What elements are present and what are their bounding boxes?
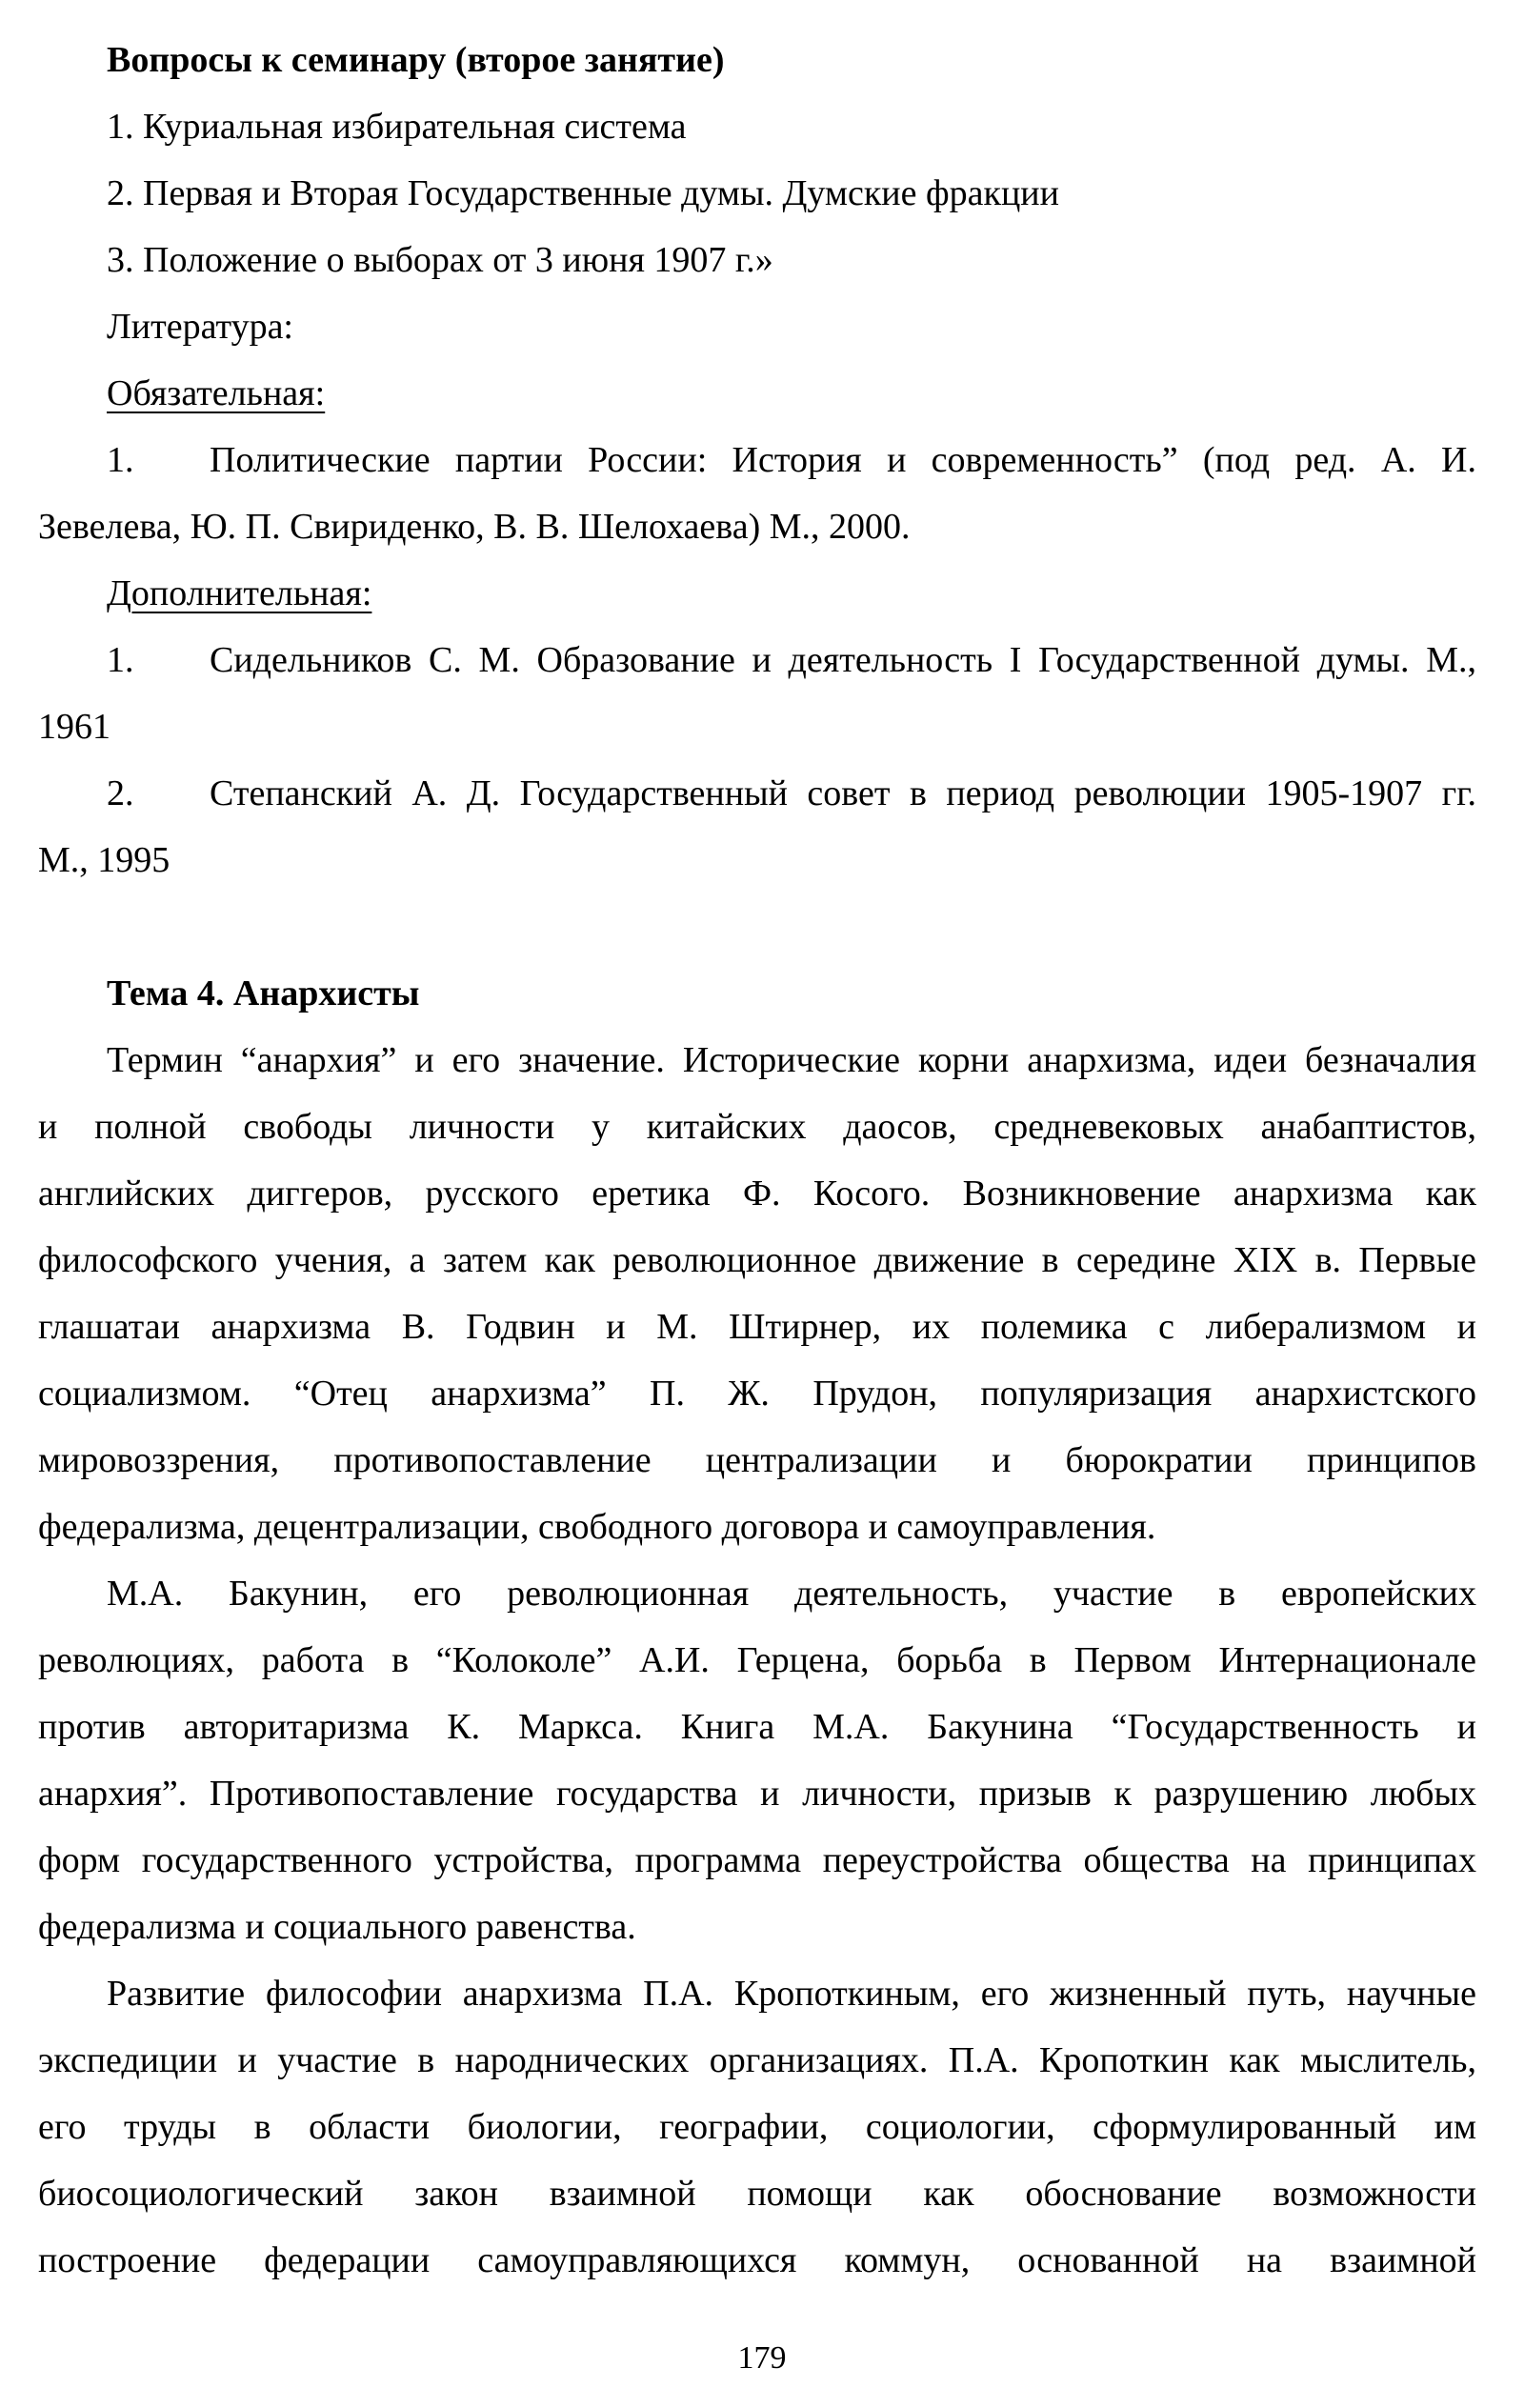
literature-label: Литература:	[107, 307, 293, 347]
section-spacer	[38, 893, 1476, 960]
seminar-question: 2. Первая и Вторая Государственные думы. Думские фракции	[107, 173, 1059, 213]
required-literature-label-text: Обязательная:	[107, 373, 326, 413]
page-content	[38, 27, 1476, 2294]
additional-literature-label-text: Дополнительная:	[107, 573, 372, 613]
reference-entry-first-line	[38, 627, 1476, 693]
reference-entry-continuation: 1961	[38, 707, 110, 747]
paragraph-line: и полной свободы личности у китайских даосов, средневековых анабаптистов,	[38, 1107, 1476, 1147]
reference-text: Политические партии России: История и современность” (под ред. А. И.	[210, 440, 1476, 480]
paragraph-line: анархия”. Противопоставление государства и личности, призыв к разрушению любых	[38, 1774, 1476, 1814]
paragraph-line: М.А. Бакунин, его революционная деятельность, участие в европейских	[107, 1574, 1476, 1614]
reference-number: 1.	[107, 640, 134, 680]
paragraph-line: Развитие философии анархизма П.А. Кропоткиным, его жизненный путь, научные	[107, 1974, 1476, 2014]
paragraph-line: английских диггеров, русского еретика Ф. Косого. Возникновение анархизма как	[38, 1174, 1476, 1214]
seminar-question: 3. Положение о выборах от 3 июня 1907 г.»	[107, 240, 773, 280]
reference-text: Сидельников С. М. Образование и деятельность I Государственной думы. М.,	[210, 640, 1476, 680]
paragraph-line: экспедиции и участие в народнических организациях. П.А. Кропоткин как мыслитель,	[38, 2040, 1476, 2080]
reference-entry-first-line	[38, 760, 1476, 827]
topic-heading: Тема 4. Анархисты	[107, 973, 420, 1013]
reference-number: 2.	[107, 773, 134, 813]
paragraph-line: построение федерации самоуправляющихся коммун, основанной на взаимной	[38, 2240, 1476, 2280]
reference-entry-continuation: Зевелева, Ю. П. Свириденко, В. В. Шелохаева) М., 2000.	[38, 507, 911, 547]
paragraph-line: его труды в области биологии, географии, социологии, сформулированный им	[38, 2107, 1476, 2147]
paragraph-line: против авторитаризма К. Маркса. Книга М.А. Бакунина “Государственность и	[38, 1707, 1476, 1747]
paragraph-line: философского учения, а затем как революционное движение в середине XIX в. Первые	[38, 1240, 1476, 1280]
page-number: 179	[737, 2340, 787, 2376]
seminar-heading: Вопросы к семинару (второе занятие)	[107, 40, 725, 80]
paragraph-line: социализмом. “Отец анархизма” П. Ж. Прудон, популяризация анархистского	[38, 1374, 1476, 1414]
reference-entry-first-line	[38, 427, 1476, 493]
paragraph-last-line: федерализма и социального равенства.	[38, 1907, 636, 1947]
paragraph-line: мировоззрения, противопоставление централизации и бюрократии принципов	[38, 1440, 1476, 1480]
additional-literature-label	[38, 560, 1476, 627]
reference-number: 1.	[107, 440, 134, 480]
paragraph-line: Термин “анархия” и его значение. Исторические корни анархизма, идеи безначалия	[107, 1040, 1476, 1080]
paragraph-line: революциях, работа в “Колоколе” А.И. Герцена, борьба в Первом Интернационале	[38, 1640, 1476, 1680]
required-literature-label	[38, 360, 1476, 427]
paragraph-line: биосоциологический закон взаимной помощи как обоснование возможности	[38, 2174, 1476, 2214]
reference-text: Степанский А. Д. Государственный совет в период революции 1905-1907 гг.	[210, 773, 1476, 813]
paragraph-line: глашатаи анархизма В. Годвин и М. Штирнер, их полемика с либерализмом и	[38, 1307, 1476, 1347]
seminar-question: 1. Куриальная избирательная система	[107, 107, 687, 147]
reference-entry-continuation: М., 1995	[38, 840, 170, 880]
paragraph-last-line: федерализма, децентрализации, свободного договора и самоуправления.	[38, 1507, 1156, 1547]
paragraph-line: форм государственного устройства, программа переустройства общества на принципах	[38, 1840, 1476, 1880]
